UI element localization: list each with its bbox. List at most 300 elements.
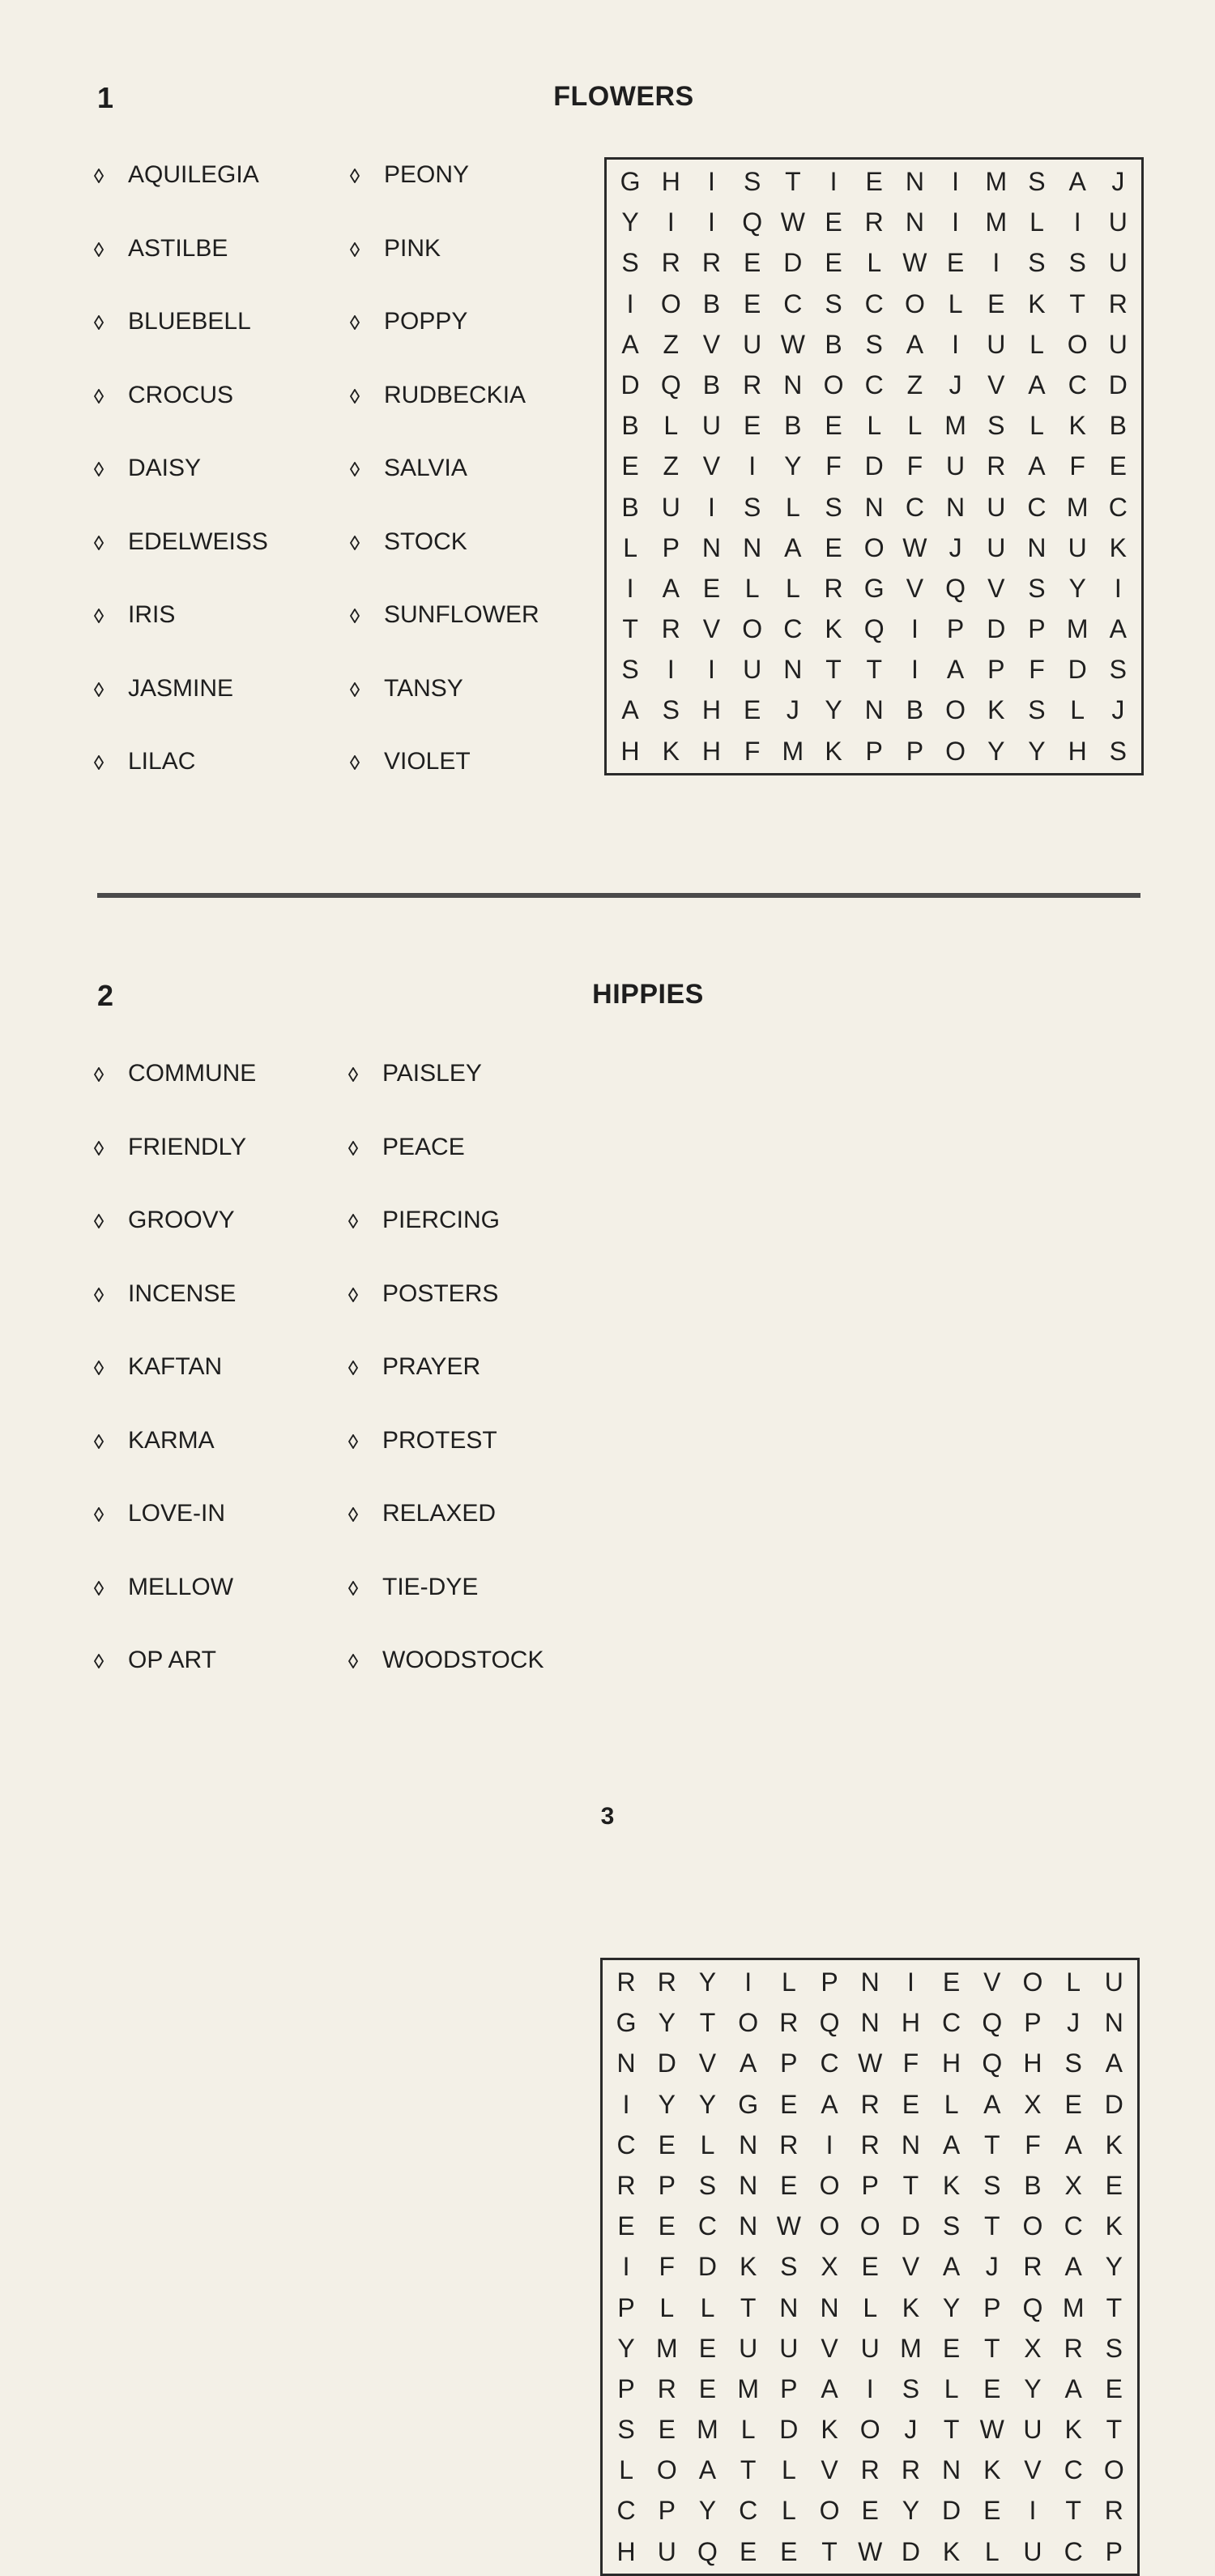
grid-cell: Q: [742, 207, 763, 237]
diamond-bullet-icon: [94, 682, 102, 695]
grid-cell: Q: [660, 370, 681, 399]
grid-cell: L: [781, 1967, 796, 1997]
grid-cell: E: [743, 411, 761, 441]
grid-cell: S: [902, 2373, 920, 2403]
word-label: LOVE-IN: [128, 1500, 226, 1527]
grid-cell: R: [657, 2373, 676, 2403]
grid-cell: O: [819, 2170, 840, 2200]
word-item: [94, 1571, 233, 1604]
grid-cell: R: [743, 370, 762, 399]
word-label: DAISY: [128, 455, 202, 481]
word-item: [348, 1351, 480, 1383]
word-label: CROCUS: [128, 381, 234, 408]
grid-cell: A: [784, 532, 802, 562]
grid-cell: I: [910, 655, 919, 685]
grid-cell: F: [1025, 2130, 1041, 2159]
grid-cell: H: [616, 2536, 636, 2566]
grid-cell: F: [825, 451, 842, 481]
grid-cell: I: [626, 573, 634, 603]
grid-cell: A: [1068, 167, 1086, 196]
grid-cell: P: [780, 2373, 798, 2403]
word-label: POSTERS: [382, 1279, 499, 1307]
grid-cell: A: [1028, 370, 1046, 399]
grid-cell: N: [783, 655, 803, 685]
grid-cell: N: [739, 2130, 758, 2159]
word-item: [350, 452, 467, 485]
grid-cell: T: [740, 2455, 757, 2485]
grid-cell: R: [1108, 288, 1128, 318]
grid-cell: A: [942, 2130, 961, 2159]
grid-cell: N: [946, 492, 966, 522]
grid-cell: T: [866, 655, 882, 685]
word-item: [350, 305, 467, 338]
grid-cell: F: [902, 2048, 919, 2078]
grid-cell: U: [860, 2333, 880, 2363]
grid-cell: N: [701, 532, 722, 562]
grid-cell: W: [780, 207, 805, 237]
grid-cell: C: [1068, 370, 1087, 399]
grid-cell: J: [904, 2415, 918, 2445]
grid-cell: F: [1029, 655, 1045, 685]
grid-cell: Y: [621, 207, 639, 237]
word-label: SALVIA: [384, 455, 467, 481]
word-item: [348, 1278, 498, 1310]
grid-cell: O: [819, 2211, 840, 2241]
grid-cell: E: [743, 248, 761, 278]
letter-grid: [600, 1958, 1140, 2576]
grid-cell: R: [616, 2170, 636, 2200]
grid-cell: E: [617, 2211, 635, 2241]
grid-cell: R: [701, 248, 722, 278]
word-label: TANSY: [384, 674, 463, 702]
word-item: [350, 379, 526, 412]
grid-cell: I: [667, 655, 675, 685]
grid-cell: U: [1108, 248, 1128, 278]
grid-cell: G: [616, 2008, 637, 2038]
grid-cell: I: [1029, 2496, 1037, 2526]
grid-cell: L: [785, 573, 800, 603]
grid-cell: D: [779, 2415, 799, 2445]
grid-cell: L: [663, 411, 679, 441]
word-label: STOCK: [384, 528, 467, 555]
word-item: [348, 1204, 500, 1237]
word-label: TIE-DYE: [382, 1573, 479, 1600]
puzzle-number: 2: [97, 979, 114, 1012]
grid-cell: E: [702, 573, 721, 603]
grid-cell: S: [1028, 573, 1046, 603]
grid-cell: X: [1024, 2089, 1042, 2119]
grid-cell: T: [825, 655, 842, 685]
grid-cell: B: [702, 288, 721, 318]
grid-cell: F: [1069, 451, 1085, 481]
grid-cell: V: [987, 573, 1005, 603]
grid-cell: E: [739, 2536, 757, 2566]
grid-cell: A: [1105, 2048, 1123, 2078]
word-item: [94, 1644, 216, 1677]
grid-cell: I: [829, 167, 838, 196]
grid-cell: P: [1028, 614, 1046, 644]
word-label: ASTILBE: [128, 234, 228, 262]
grid-cell: I: [622, 2089, 630, 2119]
grid-cell: U: [1108, 207, 1128, 237]
grid-cell: Q: [697, 2536, 718, 2566]
grid-cell: K: [1105, 2211, 1123, 2241]
grid-cell: A: [821, 2089, 838, 2119]
grid-cell: T: [740, 2292, 757, 2322]
grid-cell: U: [779, 2333, 799, 2363]
word-item: [94, 1204, 235, 1237]
grid-cell: R: [779, 2008, 799, 2038]
grid-cell: R: [779, 2130, 799, 2159]
grid-cell: T: [699, 2008, 716, 2038]
grid-cell: K: [662, 736, 680, 766]
grid-cell: R: [1023, 2252, 1042, 2282]
word-label: BLUEBELL: [128, 308, 251, 335]
grid-cell: O: [863, 532, 885, 562]
word-item: [94, 1351, 222, 1383]
word-label: INCENSE: [128, 1279, 237, 1307]
word-item: [94, 452, 201, 485]
grid-cell: F: [906, 451, 923, 481]
grid-cell: R: [1104, 2496, 1123, 2526]
grid-cell: I: [1114, 573, 1122, 603]
word-item: [94, 599, 175, 631]
puzzle-title: HIPPIES: [592, 979, 704, 1010]
grid-cell: S: [621, 248, 639, 278]
grid-cell: N: [864, 695, 884, 725]
grid-cell: W: [858, 2536, 883, 2566]
grid-cell: E: [780, 2170, 798, 2200]
word-label: WOODSTOCK: [382, 1647, 544, 1673]
grid-cell: M: [1066, 614, 1089, 644]
word-label: OP ART: [128, 1647, 216, 1673]
word-label: PIERCING: [382, 1207, 501, 1233]
grid-cell: C: [739, 2496, 758, 2526]
grid-cell: I: [622, 2252, 630, 2282]
grid-cell: E: [743, 695, 761, 725]
grid-cell: E: [902, 2089, 920, 2119]
grid-cell: L: [619, 2455, 633, 2485]
grid-cell: L: [1030, 411, 1044, 441]
grid-cell: O: [945, 695, 966, 725]
grid-cell: I: [626, 288, 634, 318]
grid-cell: L: [659, 2292, 675, 2322]
grid-cell: Y: [658, 2008, 676, 2038]
grid-cell: M: [985, 207, 1008, 237]
grid-cell: E: [698, 2373, 717, 2403]
grid-cell: P: [617, 2292, 635, 2322]
grid-cell: H: [701, 695, 722, 725]
grid-cell: Q: [1022, 2292, 1043, 2322]
grid-cell: C: [616, 2496, 636, 2526]
word-item: [94, 526, 268, 558]
diamond-bullet-icon: [94, 1581, 102, 1594]
grid-cell: A: [1064, 2252, 1082, 2282]
word-label: PAISLEY: [382, 1060, 482, 1087]
word-label: RUDBECKIA: [384, 381, 526, 408]
word-item: [348, 1497, 496, 1530]
grid-cell: L: [1030, 207, 1044, 237]
diamond-bullet-icon: [350, 682, 358, 695]
letter-grid: [604, 157, 1144, 775]
grid-cell: K: [1105, 2130, 1123, 2159]
word-item: [94, 233, 228, 265]
grid-cell: M: [737, 2373, 759, 2403]
grid-cell: T: [943, 2415, 960, 2445]
diamond-bullet-icon: [94, 1361, 102, 1373]
grid-cell: R: [860, 2455, 880, 2485]
grid-cell: B: [825, 329, 842, 359]
grid-cell: P: [617, 2373, 635, 2403]
grid-cell: Y: [902, 2496, 920, 2526]
grid-cell: U: [987, 492, 1006, 522]
grid-cell: Y: [698, 1967, 717, 1997]
grid-cell: S: [865, 329, 883, 359]
grid-cell: K: [825, 736, 842, 766]
diamond-bullet-icon: [94, 1507, 102, 1520]
grid-cell: I: [744, 1967, 752, 1997]
grid-cell: E: [658, 2130, 676, 2159]
grid-cell: K: [902, 2292, 920, 2322]
word-label: POPPY: [384, 308, 468, 335]
grid-cell: U: [657, 2536, 676, 2566]
grid-cell: T: [984, 2211, 1000, 2241]
grid-cell: E: [983, 2496, 1001, 2526]
grid-cell: O: [656, 2455, 677, 2485]
grid-cell: V: [902, 2252, 920, 2282]
grid-cell: D: [1104, 2089, 1123, 2119]
grid-cell: R: [824, 573, 843, 603]
grid-cell: M: [655, 2333, 678, 2363]
grid-cell: C: [1064, 2536, 1083, 2566]
grid-cell: S: [1109, 655, 1128, 685]
grid-cell: I: [1073, 207, 1081, 237]
grid-cell: I: [992, 248, 1000, 278]
grid-cell: J: [786, 695, 799, 725]
grid-cell: I: [866, 2373, 874, 2403]
grid-cell: O: [1103, 2455, 1124, 2485]
grid-cell: U: [739, 2333, 758, 2363]
diamond-bullet-icon: [94, 1434, 102, 1447]
grid-cell: U: [1023, 2536, 1042, 2566]
grid-cell: K: [983, 2455, 1001, 2485]
grid-cell: E: [946, 248, 965, 278]
puzzle-title: FLOWERS: [553, 81, 694, 112]
grid-cell: O: [738, 2008, 759, 2038]
grid-cell: A: [1064, 2130, 1082, 2159]
grid-cell: O: [660, 288, 681, 318]
grid-cell: O: [859, 2415, 880, 2445]
grid-cell: U: [1068, 532, 1087, 562]
grid-cell: B: [784, 411, 802, 441]
word-item: [94, 159, 259, 191]
grid-cell: N: [901, 2130, 920, 2159]
grid-cell: B: [621, 492, 639, 522]
grid-cell: E: [1064, 2089, 1082, 2119]
word-label: COMMUNE: [128, 1060, 257, 1087]
grid-cell: N: [743, 532, 762, 562]
grid-cell: Q: [982, 2048, 1003, 2078]
grid-cell: J: [1067, 2008, 1081, 2038]
grid-cell: L: [781, 2496, 796, 2526]
grid-cell: L: [907, 411, 923, 441]
grid-cell: S: [825, 288, 842, 318]
grid-cell: P: [983, 2292, 1001, 2322]
grid-cell: O: [742, 614, 763, 644]
grid-cell: Z: [906, 370, 923, 399]
grid-cell: R: [901, 2455, 920, 2485]
grid-cell: E: [983, 2373, 1001, 2403]
grid-cell: B: [906, 695, 924, 725]
grid-cell: Y: [1068, 573, 1086, 603]
diamond-bullet-icon: [348, 1361, 356, 1373]
diamond-bullet-icon: [350, 315, 358, 328]
grid-cell: Y: [658, 2089, 676, 2119]
grid-cell: L: [1066, 1967, 1081, 1997]
grid-cell: R: [860, 2089, 880, 2119]
grid-cell: H: [1068, 736, 1087, 766]
grid-cell: C: [905, 492, 924, 522]
grid-cell: N: [739, 2170, 758, 2200]
grid-cell: B: [702, 370, 721, 399]
grid-cell: Y: [987, 736, 1005, 766]
diamond-bullet-icon: [348, 1288, 356, 1301]
grid-cell: Y: [1024, 2373, 1042, 2403]
diamond-bullet-icon: [350, 609, 358, 622]
diamond-bullet-icon: [94, 609, 102, 622]
grid-cell: U: [701, 411, 722, 441]
grid-cell: D: [864, 451, 884, 481]
grid-cell: C: [820, 2048, 839, 2078]
grid-cell: K: [1028, 288, 1046, 318]
puzzle-number: 1: [97, 81, 114, 114]
grid-cell: E: [1105, 2373, 1123, 2403]
grid-cell: R: [661, 614, 680, 644]
grid-cell: P: [987, 655, 1005, 685]
grid-cell: K: [825, 614, 842, 644]
word-label: RELAXED: [382, 1500, 497, 1527]
grid-cell: E: [780, 2089, 798, 2119]
word-item: [348, 1644, 544, 1677]
grid-cell: I: [667, 207, 675, 237]
grid-cell: I: [825, 2130, 833, 2159]
grid-cell: W: [979, 2415, 1004, 2445]
word-item: [94, 745, 195, 778]
word-item: [348, 1131, 465, 1164]
grid-cell: N: [779, 2292, 799, 2322]
grid-cell: N: [860, 2008, 880, 2038]
grid-cell: P: [1024, 2008, 1042, 2038]
grid-cell: L: [944, 2089, 959, 2119]
grid-cell: N: [942, 2455, 961, 2485]
grid-cell: A: [662, 573, 680, 603]
grid-cell: E: [1105, 2170, 1123, 2200]
diamond-bullet-icon: [94, 242, 102, 255]
grid-cell: U: [1023, 2415, 1042, 2445]
grid-cell: A: [821, 2373, 838, 2403]
grid-cell: R: [661, 248, 680, 278]
word-label: AQUILEGIA: [128, 161, 259, 188]
grid-cell: K: [739, 2252, 757, 2282]
grid-cell: P: [946, 614, 965, 644]
word-item: [350, 526, 467, 558]
grid-cell: D: [620, 370, 640, 399]
grid-cell: S: [743, 167, 761, 196]
grid-cell: D: [987, 614, 1006, 644]
grid-cell: M: [697, 2415, 718, 2445]
word-item: [94, 379, 233, 412]
grid-cell: C: [1064, 2455, 1083, 2485]
grid-cell: P: [861, 2170, 879, 2200]
word-label: PRAYER: [382, 1353, 481, 1380]
grid-cell: E: [825, 532, 842, 562]
grid-cell: D: [1108, 370, 1128, 399]
grid-cell: F: [744, 736, 761, 766]
grid-cell: E: [1109, 451, 1128, 481]
grid-cell: B: [621, 411, 639, 441]
grid-cell: L: [944, 2373, 959, 2403]
grid-cell: T: [785, 167, 801, 196]
grid-cell: J: [1111, 167, 1125, 196]
grid-cell: Y: [942, 2292, 961, 2322]
grid-cell: K: [1068, 411, 1086, 441]
grid-cell: A: [698, 2455, 717, 2485]
grid-cell: O: [859, 2211, 880, 2241]
grid-cell: O: [823, 370, 844, 399]
grid-cell: O: [1022, 2211, 1043, 2241]
grid-cell: E: [658, 2211, 676, 2241]
word-item: [94, 1057, 256, 1090]
grid-cell: K: [987, 695, 1005, 725]
grid-cell: K: [942, 2536, 961, 2566]
grid-cell: V: [1024, 2455, 1042, 2485]
grid-cell: R: [657, 1967, 676, 1997]
grid-cell: S: [1105, 2333, 1123, 2363]
diamond-bullet-icon: [348, 1434, 356, 1447]
grid-cell: R: [987, 451, 1006, 481]
grid-cell: S: [621, 655, 639, 685]
grid-cell: C: [783, 288, 803, 318]
grid-cell: N: [1027, 532, 1047, 562]
grid-cell: N: [1104, 2008, 1123, 2038]
grid-cell: E: [825, 207, 842, 237]
diamond-bullet-icon: [94, 536, 102, 549]
grid-cell: D: [697, 2252, 718, 2282]
grid-cell: J: [1111, 695, 1125, 725]
grid-cell: C: [783, 614, 803, 644]
grid-cell: A: [739, 2048, 757, 2078]
grid-cell: Y: [784, 451, 802, 481]
grid-cell: C: [1064, 2211, 1083, 2241]
grid-cell: K: [1109, 532, 1128, 562]
grid-cell: S: [1064, 2048, 1082, 2078]
grid-cell: L: [781, 2455, 796, 2485]
grid-cell: O: [1067, 329, 1088, 359]
grid-cell: L: [984, 2536, 1000, 2566]
grid-cell: V: [702, 451, 721, 481]
word-label: VIOLET: [384, 748, 471, 775]
grid-cell: L: [700, 2130, 715, 2159]
word-item: [350, 159, 469, 191]
grid-cell: Y: [698, 2089, 717, 2119]
grid-cell: K: [1064, 2415, 1082, 2445]
word-label: MELLOW: [128, 1573, 234, 1600]
grid-cell: L: [867, 248, 882, 278]
word-label: PEACE: [382, 1133, 465, 1160]
section-divider: [97, 893, 1140, 898]
grid-cell: L: [740, 2415, 756, 2445]
grid-cell: Y: [1028, 736, 1046, 766]
